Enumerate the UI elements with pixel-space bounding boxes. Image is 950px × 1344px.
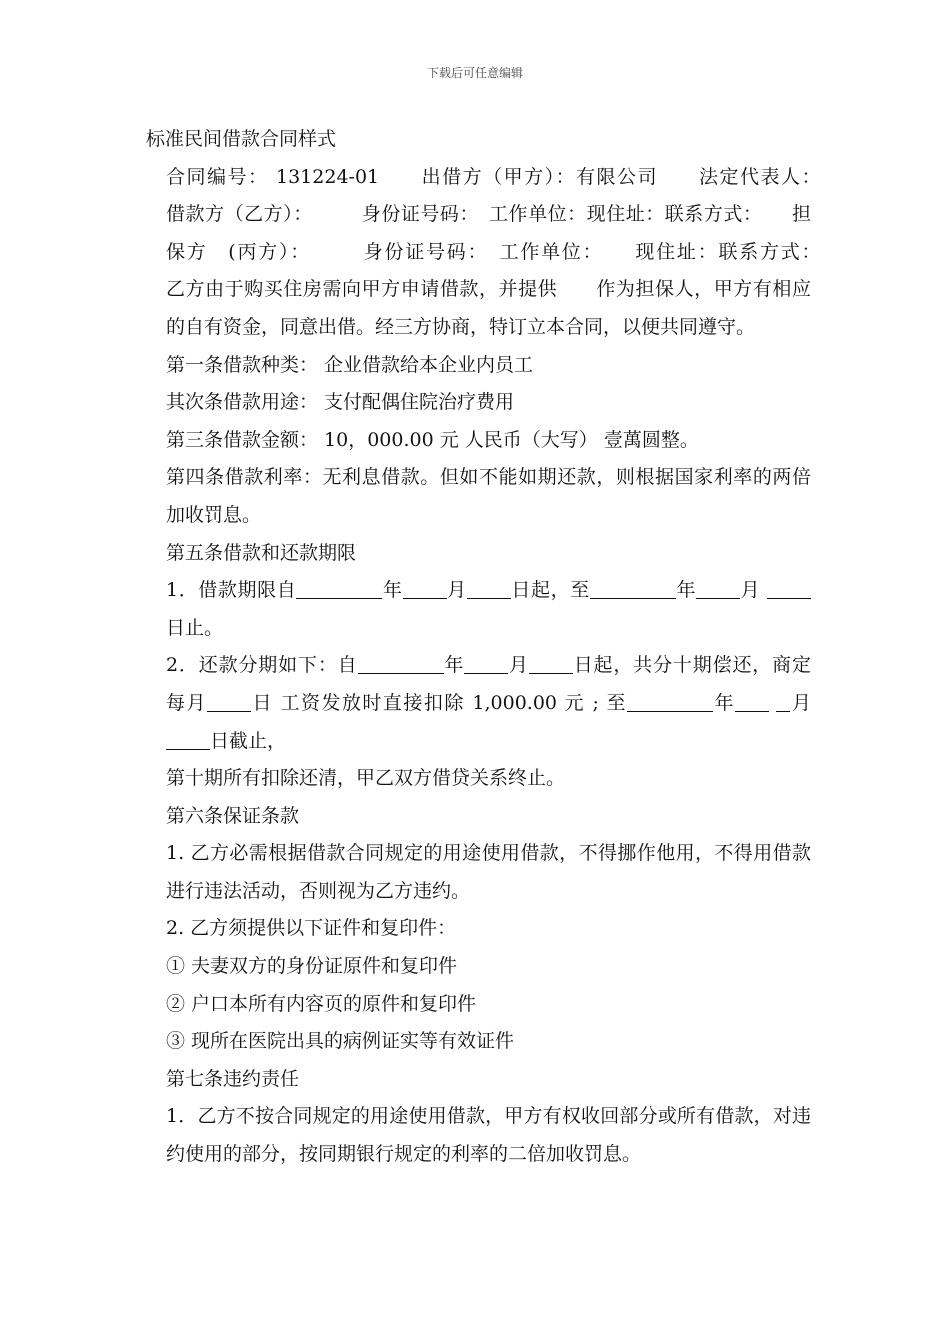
article-1-loan-type: 第一条借款种类： 企业借款给本企业内员工 (166, 353, 534, 376)
blank-field (776, 692, 790, 712)
clause-text: 年 (712, 691, 735, 714)
clause-text: 年 (443, 654, 465, 677)
clause-text: 年 (675, 579, 697, 602)
blank-field (627, 692, 713, 712)
document-body (146, 121, 869, 1174)
article-2-loan-purpose: 其次条借款用途： 支付配偶住院治疗费用 (166, 391, 515, 414)
blank-field (590, 579, 676, 599)
clause-text: 年 (382, 579, 403, 602)
blank-field (696, 579, 740, 599)
blank-field (296, 579, 382, 599)
blank-field (358, 654, 444, 674)
article-5-heading: 第五条借款和还款期限 (166, 541, 357, 564)
clause-text: 日起，至 (510, 579, 590, 602)
article-4-interest-rate: 第四条借款利率：无利息借款。但如不能如期还款，则根据国家利率的两倍加收罚息。 (166, 466, 811, 526)
clause-text: 2．还款分期如下：自 (166, 654, 358, 677)
article-7-clause-1: 1．乙方不按合同规定的用途使用借款，甲方有权收回部分或所有借款，对违约使用的部分，按同期银行规定的利率的二倍加收罚息。 (166, 1105, 811, 1166)
blank-field (735, 692, 769, 712)
clause-text: 月 (740, 579, 761, 602)
clause-text: 月 (508, 654, 529, 677)
clause-text: 月 (446, 579, 467, 602)
clause-text: 日 工资发放时直接扣除 1,000.00 元 ; 至 (250, 691, 627, 714)
clause-text: 月 (790, 691, 811, 714)
article-5-clause-1 (146, 572, 811, 647)
document-list-item: ③ 现所在医院出具的病例证实等有效证件 (166, 1030, 515, 1053)
article-7-heading: 第七条违约责任 (166, 1067, 300, 1090)
article-5-clause-3: 第十期所有扣除还清，甲乙双方借贷关系终止。 (166, 767, 566, 790)
page-header-note: 下载后可任意编辑 (426, 66, 523, 80)
clause-text: 日止。 (166, 616, 224, 639)
article-3-loan-amount: 第三条借款金额： 10，000.00 元 人民币（大写） 壹萬圆整。 (166, 428, 699, 451)
blank-field (467, 579, 511, 599)
contract-intro-paragraph: 合同编号： 131224-01 出借方（甲方）：有限公司 法定代表人： 借款方（乙方）： 身份证号码： 工作单位：现住址：联系方式： 担保方 (丙方）： 身份证号码： 工作单位： 现住址：联系方式： 乙方由于购买住房需向甲方申请借款，并提供 作为担保人，甲方有相应的自有资金，同意出借。经三方协商，特订立本合同，以便共同遵守。 (166, 165, 869, 338)
clause-text: 日起，共分十期偿还，商定 每月 (166, 654, 811, 714)
blank-field (767, 579, 811, 599)
blank-field (464, 654, 508, 674)
clause-text: 1．借款期限自 (166, 579, 297, 602)
blank-field (403, 579, 447, 599)
blank-field (207, 692, 251, 712)
blank-field (529, 654, 573, 674)
clause-text: 日截止， (210, 729, 287, 752)
document-list-item: ② 户口本所有内容页的原件和复印件 (166, 992, 477, 1015)
document-title: 标准民间借款合同样式 (146, 128, 337, 150)
blank-field (166, 730, 210, 750)
document-list-item: ① 夫妻双方的身份证原件和复印件 (166, 955, 458, 978)
article-6-clause-1: 1. 乙方必需根据借款合同规定的用途使用借款，不得挪作他用，不得用借款进行违法活动，否则视为乙方违约。 (166, 842, 811, 902)
article-6-clause-2: 2. 乙方须提供以下证件和复印件： (166, 917, 457, 940)
article-6-heading: 第六条保证条款 (166, 804, 300, 827)
article-5-clause-2 (146, 647, 811, 760)
